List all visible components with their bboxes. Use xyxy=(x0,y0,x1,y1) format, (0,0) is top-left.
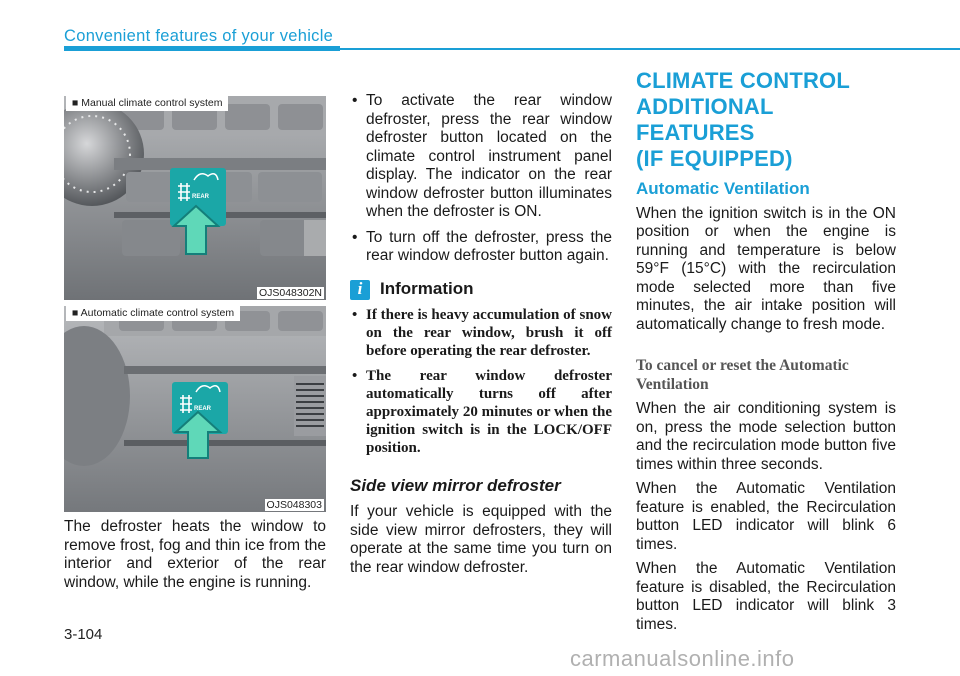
rear-defroster-icon xyxy=(178,183,190,201)
climate-control-title xyxy=(636,68,896,172)
manual-climate-control-figure xyxy=(64,96,326,300)
ventilation-enabled-text: When the Automatic Ventilation feature is enabled, the Recirculation button LED indicator will blink 6 times. xyxy=(636,480,896,553)
manual-climate-panel-illustration xyxy=(64,96,326,300)
right-column xyxy=(636,68,896,634)
side-mirror-defroster-heading: Side view mirror defroster xyxy=(350,475,561,495)
figure-code: OJS048303 xyxy=(266,499,322,511)
defroster-intro-text: The defroster heats the window to remove frost, fog and thin ice from the interior and exterior of the rear window, while the engine is running. xyxy=(64,518,326,591)
info-icon: i xyxy=(350,280,370,300)
side-mirror-defroster-text: If your vehicle is equipped with the side view mirror defrosters, they will operate at the same time you turn on the rear window defroster. xyxy=(350,503,612,576)
automatic-ventilation-text: When the ignition switch is in the ON position or when the engine is running and temperature is below 59°F (15°C) with the recirculation mode selected more than five minutes, the air intake position will automatically change to fresh mode. xyxy=(636,204,896,333)
title-line-3: (IF EQUIPPED) xyxy=(636,146,793,171)
page-number: 3-104 xyxy=(64,626,103,643)
header-rule-thick xyxy=(64,46,340,51)
cancel-reset-text: When the air conditioning system is on, press the mode selection button and the recirculation mode button five times within three seconds. xyxy=(636,400,896,473)
section-title: Convenient features of your vehicle xyxy=(64,27,334,45)
figure-caption: ■ Automatic climate control system xyxy=(66,306,240,321)
figure-caption: ■ Manual climate control system xyxy=(66,96,228,111)
middle-column xyxy=(350,92,612,577)
automatic-climate-control-figure xyxy=(64,306,326,512)
rear-button-label: REAR xyxy=(192,194,210,200)
left-column xyxy=(64,518,326,592)
information-title: Information xyxy=(380,279,474,299)
activate-defroster-bullet: • To activate the rear window defroster, press the rear window defroster button located on the climate control instrument panel display. The indicator on the rear window defroster button illuminates when the defroster is ON. xyxy=(350,92,612,222)
info-bullet-snow: • If there is heavy accumulation of snow on the rear window, brush it off before operating the rear defroster. xyxy=(350,306,612,360)
ventilation-disabled-text: When the Automatic Ventilation feature is disabled, the Recirculation button LED indicator will blink 3 times. xyxy=(636,560,896,633)
info-bullet-auto-off: • The rear window defroster automatically turns off after approximately 20 minutes or when the ignition switch is in the LOCK/OFF position. xyxy=(350,367,612,457)
turn-off-defroster-bullet: • To turn off the defroster, press the rear window defroster button again. xyxy=(350,229,612,266)
title-line-1: CLIMATE CONTROL xyxy=(636,68,851,93)
rear-defroster-icon xyxy=(180,395,192,413)
header-rule-thin xyxy=(340,48,960,50)
cancel-reset-heading: To cancel or reset the Automatic Ventilation xyxy=(636,357,849,393)
watermark-text: carmanualsonline.info xyxy=(570,646,795,671)
title-line-2: ADDITIONAL FEATURES xyxy=(636,94,774,145)
information-heading xyxy=(350,280,612,300)
rear-button-label: REAR xyxy=(194,406,212,412)
automatic-ventilation-heading: Automatic Ventilation xyxy=(636,179,810,198)
figure-code: OJS048302N xyxy=(258,287,322,299)
automatic-climate-panel-illustration xyxy=(64,306,326,512)
